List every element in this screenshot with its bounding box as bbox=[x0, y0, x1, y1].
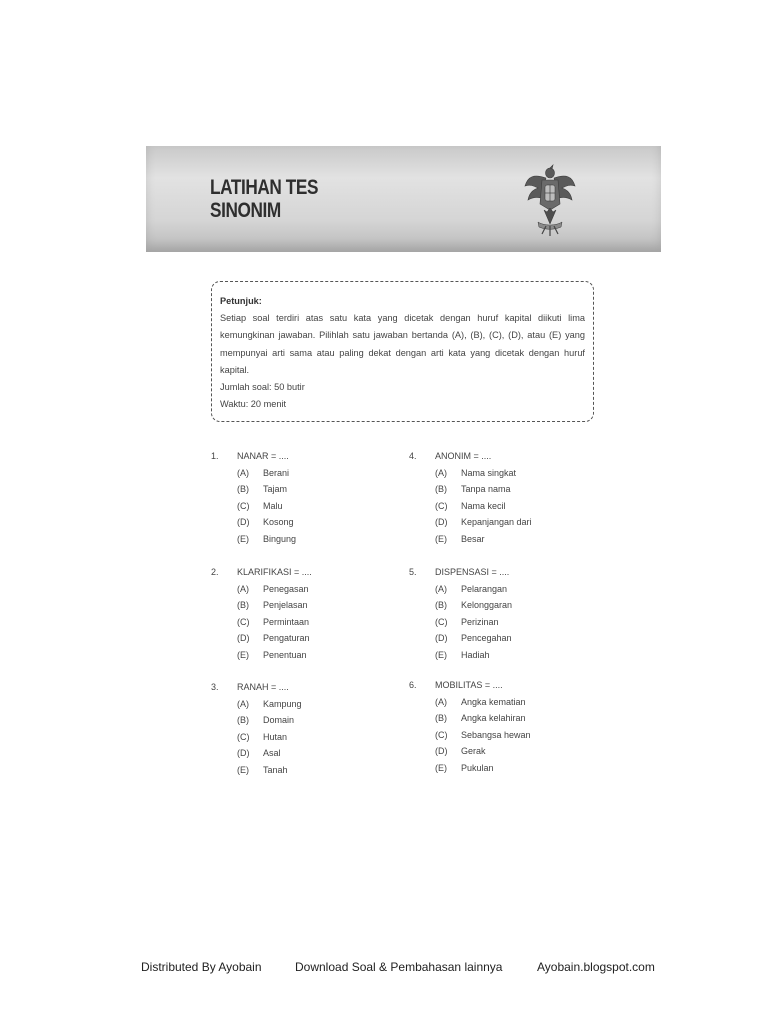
option-letter: (D) bbox=[237, 517, 250, 527]
option-text: Nama singkat bbox=[461, 467, 517, 478]
option-letter: (A) bbox=[237, 583, 249, 594]
question-stem: RANAH = .... bbox=[237, 682, 289, 692]
instructions-box bbox=[211, 281, 594, 422]
option-letter: (A) bbox=[237, 698, 249, 709]
option-text: Penentuan bbox=[263, 649, 307, 660]
option-text: Tanah bbox=[263, 764, 288, 775]
option-letter: (B) bbox=[237, 600, 249, 610]
option-letter: (C) bbox=[435, 500, 448, 511]
answer-option bbox=[409, 481, 579, 498]
option-text: Malu bbox=[263, 500, 283, 511]
answer-option bbox=[409, 630, 579, 647]
question-stem: MOBILITAS = .... bbox=[435, 680, 503, 690]
answer-option bbox=[409, 694, 579, 711]
option-letter: (B) bbox=[237, 715, 249, 725]
question-column-right bbox=[409, 677, 579, 776]
answer-option bbox=[211, 729, 381, 746]
option-text: Tajam bbox=[263, 484, 288, 494]
question-column-right bbox=[409, 448, 579, 547]
answer-option bbox=[211, 614, 381, 631]
option-letter: (E) bbox=[237, 533, 249, 544]
question-stem: NANAR = .... bbox=[237, 451, 289, 461]
answer-option bbox=[409, 531, 579, 548]
question-stem: DISPENSASI = .... bbox=[435, 567, 510, 577]
option-letter: (B) bbox=[435, 600, 447, 610]
question bbox=[211, 564, 381, 663]
garuda-emblem-icon bbox=[524, 164, 576, 238]
option-letter: (E) bbox=[435, 649, 447, 660]
option-text: Asal bbox=[263, 748, 281, 758]
option-text: Pengaturan bbox=[263, 633, 310, 643]
option-letter: (B) bbox=[237, 484, 249, 494]
option-text: Domain bbox=[263, 715, 295, 725]
answer-option bbox=[211, 745, 381, 762]
question-column-left bbox=[211, 564, 381, 663]
answer-option bbox=[211, 630, 381, 647]
question-count: Jumlah soal: 50 butir bbox=[220, 382, 305, 393]
answer-option bbox=[211, 712, 381, 729]
answer-option bbox=[409, 514, 579, 531]
option-text: Berani bbox=[263, 467, 290, 478]
option-text: Kosong bbox=[263, 517, 294, 527]
answer-option bbox=[211, 762, 381, 779]
answer-option bbox=[409, 647, 579, 664]
option-text: Besar bbox=[461, 533, 485, 544]
option-text: Hadiah bbox=[461, 649, 490, 660]
option-text: Kelonggaran bbox=[461, 600, 513, 610]
question-number: 5. bbox=[409, 567, 417, 577]
option-text: Bingung bbox=[263, 533, 297, 544]
question-column-left bbox=[211, 679, 381, 778]
option-letter: (D) bbox=[435, 746, 448, 756]
header-banner bbox=[146, 146, 661, 252]
answer-option bbox=[211, 597, 381, 614]
option-letter: (E) bbox=[435, 533, 447, 544]
option-letter: (E) bbox=[237, 764, 249, 775]
option-letter: (E) bbox=[237, 649, 249, 660]
option-text: Pelarangan bbox=[461, 583, 508, 594]
question bbox=[409, 448, 579, 547]
option-text: Permintaan bbox=[263, 616, 310, 627]
page-title bbox=[210, 176, 318, 222]
option-text: Penegasan bbox=[263, 583, 309, 594]
footer-distributor: Distributed By Ayobain bbox=[141, 960, 262, 974]
option-letter: (E) bbox=[435, 762, 447, 773]
option-letter: (A) bbox=[435, 583, 447, 594]
title-line-1: LATIHAN TES bbox=[210, 176, 319, 199]
option-text: Angka kelahiran bbox=[461, 713, 526, 723]
question bbox=[409, 564, 579, 663]
option-letter: (D) bbox=[237, 748, 250, 758]
answer-option bbox=[211, 481, 381, 498]
option-letter: (C) bbox=[237, 731, 250, 742]
question-stem: KLARIFIKASI = .... bbox=[237, 567, 312, 577]
option-letter: (B) bbox=[435, 713, 447, 723]
option-letter: (D) bbox=[435, 517, 448, 527]
answer-option bbox=[409, 743, 579, 760]
answer-option bbox=[409, 710, 579, 727]
question-number: 4. bbox=[409, 451, 417, 461]
answer-option bbox=[211, 514, 381, 531]
answer-option bbox=[409, 498, 579, 515]
question-number: 1. bbox=[211, 451, 219, 461]
question bbox=[211, 679, 381, 778]
instructions-heading: Petunjuk: bbox=[220, 296, 262, 306]
question bbox=[211, 448, 381, 547]
answer-option bbox=[211, 498, 381, 515]
answer-option bbox=[409, 727, 579, 744]
option-text: Kepanjangan dari bbox=[461, 517, 532, 527]
option-text: Penjelasan bbox=[263, 600, 308, 610]
footer-site-link[interactable]: Ayobain.blogspot.com bbox=[537, 960, 655, 974]
question-column-left bbox=[211, 448, 381, 547]
footer-download-note: Download Soal & Pembahasan lainnya bbox=[295, 960, 503, 974]
option-text: Tanpa nama bbox=[461, 484, 511, 494]
option-letter: (C) bbox=[237, 616, 250, 627]
option-text: Hutan bbox=[263, 731, 288, 742]
answer-option bbox=[409, 597, 579, 614]
option-letter: (D) bbox=[435, 633, 448, 643]
option-letter: (A) bbox=[435, 696, 447, 707]
answer-option bbox=[211, 581, 381, 598]
question-number: 6. bbox=[409, 680, 417, 690]
instructions-text: Setiap soal terdiri atas satu kata yang dicetak dengan huruf kapital diikuti lima kemungkinan jawaban. Pilihlah satu jawaban bertanda (A), (B), (C), (D), atau (E) yang mempunyai arti sama atau paling dekat dengan arti kata yang dicetak dengan huruf kapital. bbox=[220, 313, 585, 375]
option-letter: (C) bbox=[435, 729, 448, 740]
option-letter: (C) bbox=[435, 616, 448, 627]
option-text: Kampung bbox=[263, 698, 302, 709]
option-text: Sebangsa hewan bbox=[461, 729, 531, 740]
option-letter: (A) bbox=[435, 467, 447, 478]
answer-option bbox=[211, 696, 381, 713]
question-column-right bbox=[409, 564, 579, 663]
answer-option bbox=[409, 581, 579, 598]
answer-option bbox=[409, 465, 579, 482]
answer-option bbox=[409, 760, 579, 777]
option-letter: (D) bbox=[237, 633, 250, 643]
option-letter: (C) bbox=[237, 500, 250, 511]
option-text: Angka kematian bbox=[461, 696, 526, 707]
option-letter: (B) bbox=[435, 484, 447, 494]
title-line-2: SINONIM bbox=[210, 199, 281, 222]
option-text: Pencegahan bbox=[461, 633, 512, 643]
option-text: Pukulan bbox=[461, 762, 494, 773]
question-stem: ANONIM = .... bbox=[435, 451, 492, 461]
option-text: Gerak bbox=[461, 746, 486, 756]
answer-option bbox=[409, 614, 579, 631]
time-limit: Waktu: 20 menit bbox=[220, 399, 287, 410]
question-number: 2. bbox=[211, 567, 219, 577]
option-text: Nama kecil bbox=[461, 500, 506, 511]
answer-option bbox=[211, 465, 381, 482]
question-number: 3. bbox=[211, 682, 219, 692]
option-letter: (A) bbox=[237, 467, 249, 478]
question bbox=[409, 677, 579, 776]
answer-option bbox=[211, 531, 381, 548]
page-footer bbox=[0, 960, 768, 978]
answer-option bbox=[211, 647, 381, 664]
option-text: Perizinan bbox=[461, 616, 499, 627]
